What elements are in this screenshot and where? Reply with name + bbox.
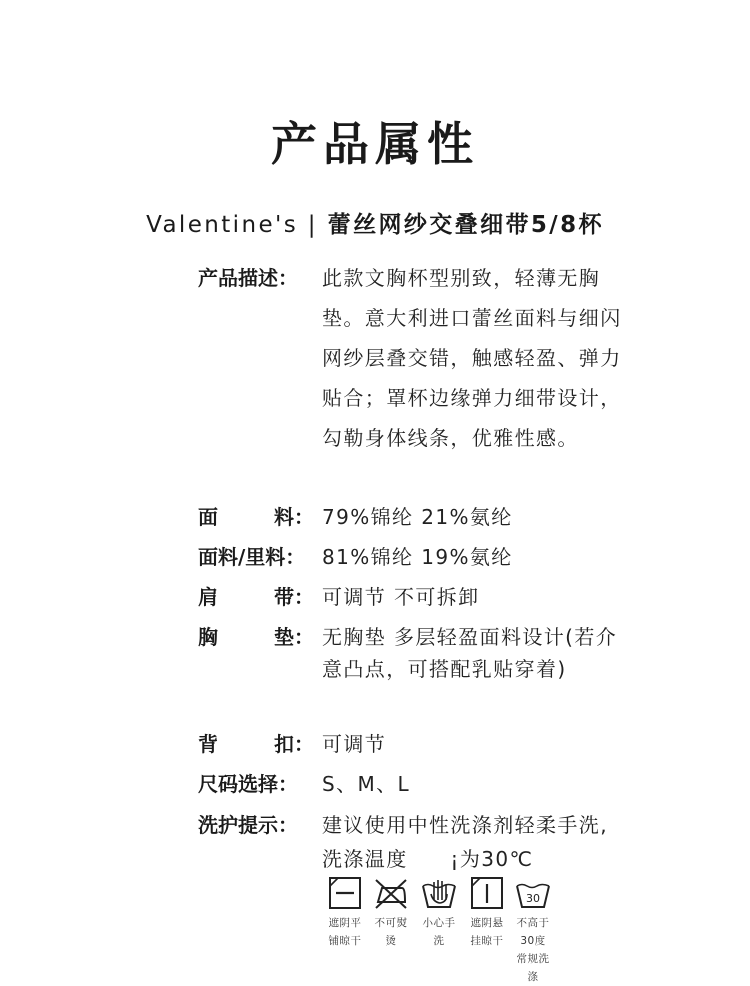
dry-flat-in-shade-icon [328, 876, 362, 910]
product-name: 蕾丝网纱交叠细带5/8杯 [327, 212, 604, 238]
hang-dry-in-shade-icon [470, 876, 504, 910]
wash-temp-label: 30 [526, 892, 540, 905]
care-caption: 不高于 30度 常规洗 涤 [516, 917, 550, 983]
attr-value: 此款文胸杯型别致，轻薄无胸垫。意大利进口蕾丝面料与细闪网纱层叠交错，触感轻盈、弹力贴合；罩杯边缘弹力细带设计，勾勒身体线条，优雅性感。 [322, 266, 622, 450]
wash-30-icon [514, 876, 552, 910]
care-icons [322, 876, 562, 983]
care-caption: 遮阴平 铺晾干 [328, 917, 362, 947]
care-item [322, 876, 368, 950]
attr-value: 可调节 不可拆卸 [322, 585, 480, 609]
do-not-iron-icon [372, 876, 410, 910]
hand-wash-icon [420, 876, 458, 910]
care-caption: 遮阴悬 挂晾干 [470, 917, 504, 947]
care-caption: 不可熨 烫 [374, 917, 408, 947]
attr-value: 79%锦纶 21%氨纶 [322, 505, 513, 529]
care-item [416, 876, 462, 950]
care-item [464, 876, 510, 950]
attr-value: S、M、L [322, 772, 411, 796]
care-caption: 小心手 洗 [422, 917, 456, 947]
product-subtitle [0, 206, 750, 239]
care-item [368, 876, 414, 950]
care-item [510, 876, 556, 986]
attr-value: 81%锦纶 19%氨纶 [322, 545, 513, 569]
attr-value: 可调节 [322, 732, 387, 756]
attr-value: 无胸垫 多层轻盈面料设计(若介意凸点，可搭配乳贴穿着) [322, 625, 618, 681]
page-title: 产品属性 [271, 117, 479, 171]
attr-value: 建议使用中性洗涤剂轻柔手洗,洗涤温度 ¡为30℃ [322, 813, 608, 871]
brand-name: Valentine's | [146, 212, 328, 238]
